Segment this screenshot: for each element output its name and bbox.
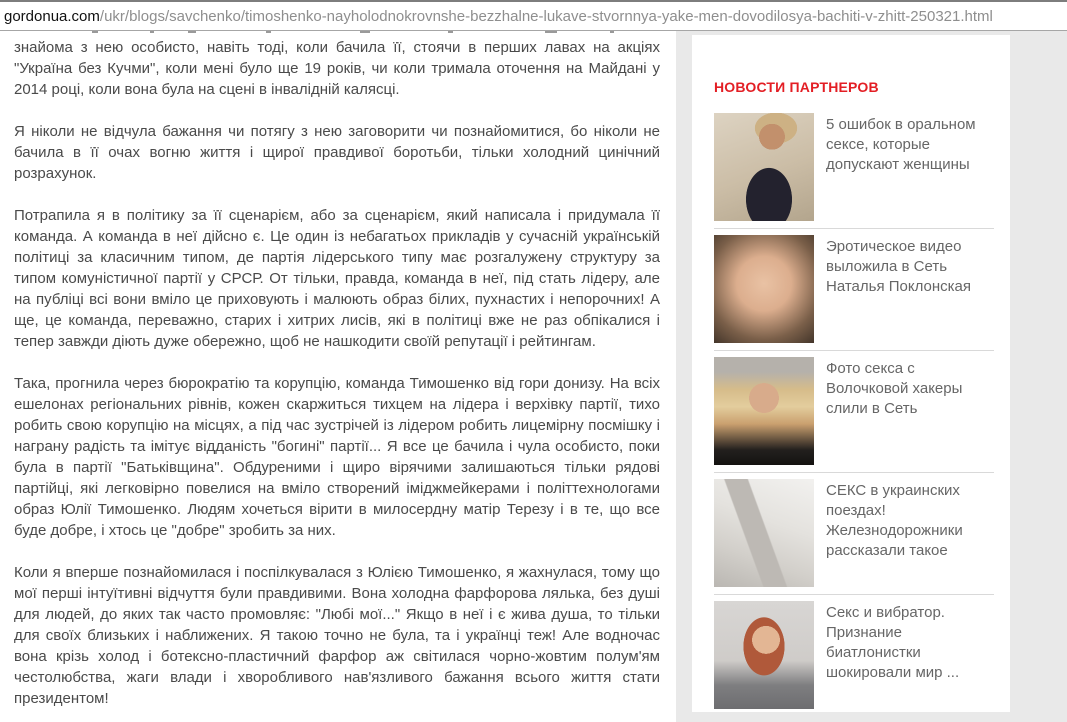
partner-news-item[interactable] — [714, 107, 994, 229]
partner-item-title: Фото секса с Волочковой хакеры слили в Сеть — [826, 360, 963, 417]
blog-article — [14, 37, 660, 709]
partner-news-item[interactable] — [714, 229, 994, 351]
woman-on-train-berth-photo — [714, 479, 814, 587]
address-bar[interactable] — [0, 0, 1067, 31]
woman-face-closeup-photo — [714, 235, 814, 343]
partner-item-title: Секс и вибратор. Признание биатлонистки шокировали мир ... — [826, 604, 960, 681]
article-paragraph: Потрапила я в політику за її сценарієм, або за сценарієм, який написала і придумала її команда. А команда в неї дійсно є. Це один із небагатьох прикладів у сучасній українській політиці за класичним типом, де партія лідерського типу має розгалужену структуру за типом комуністичної партії у СРСР. От тільки, правда, команда в неї, під стать лідеру, але на публіці всі вони вміло це приховують і малюють образ білих, пухнастих і непорочних! А ще, це команда, переважно, старих і хитрих лисів, які в політиці вже не раз обпікалися і тепер завжди діють дуже обережно, щоб не нашкодити своїй репутації і рейтингам. — [14, 207, 660, 350]
page-content — [0, 31, 1067, 722]
partner-item-title: Эротическое видео выложила в Сеть Наталья Поклонская — [826, 238, 972, 295]
red-haired-woman-photo — [714, 601, 814, 709]
url-host: gordonua.com — [4, 7, 100, 25]
article-paragraph: Коли я вперше познайомилася і поспілкувалася з Юлією Тимошенко, я жахнулася, тому що мої перші інтуїтивні відчуття були правдивими. Вона холодна фарфорова лялька, без душі для людей, до яких так часто промовляє: "Любі мої..." Якщо в неї і є жива душа, то тільки для своїх близьких і наближених. Я такою точно не була, та і українці теж! Але водночас вона крізь холод і ботексно-пластичний фарфор аж світилася чорно-жовтим полум'ям честолюбства, жаги влади і хворобливого нав'язливого бажання всього життя стати президентом! — [14, 564, 660, 707]
woman-in-black-swimsuit-photo — [714, 113, 814, 221]
article-paragraph: Я ніколи не відчула бажання чи потягу з нею заговорити чи познайомитися, бо ніколи не бачила в її очах вогню життя і щирої правдивої боротьби, тільки холодний цинічний розрахунок. — [14, 123, 660, 182]
partner-item-title: СЕКС в украинских поездах! Железнодорожники рассказали такое — [826, 482, 963, 559]
blonde-woman-photo — [714, 357, 814, 465]
article-paragraph: Така, прогнила через бюрократію та корупцію, команда Тимошенко від гори донизу. На всіх ешелонах регіональних рівнів, кожен скаржиться тихцем на лідера і верхівку партії, тихо робить свою корупцію на місцях, а під час зустрічей із лідером робить лицемірну посмішку і награну радість та імітує відданість "богині" партії... Я все це бачила і чула особисто, поки була в партії "Батьківщина". Обдуреними і щиро вірячими залишаються тільки рядові партійці, які легковірно повелися на вміло створений іміджмейкерами і політтехнологами образ Юлії Тимошенко. Людям хочеться вірити в милосердну матір Терезу і в те, що все буде добре, і хтось це "добре" зробить за них. — [14, 375, 660, 539]
partner-news-item[interactable] — [714, 595, 994, 712]
column-gap — [676, 31, 692, 722]
partner-item-title: 5 ошибок в оральном сексе, которые допускают женщины — [826, 116, 976, 173]
article-column — [0, 31, 676, 722]
partner-news-sidebar — [692, 35, 1010, 712]
partner-news-item[interactable] — [714, 473, 994, 595]
clipped-text-remnants — [14, 31, 660, 34]
partner-news-heading: НОВОСТИ ПАРТНЕРОВ — [714, 79, 879, 95]
url-path: /ukr/blogs/savchenko/timoshenko-nayholodnokrovnshe-bezzhalne-lukave-stvornnya-yake-men-dovodilosya-bachiti-v-zhitt-250321.html — [99, 7, 993, 25]
partner-news-item[interactable] — [714, 351, 994, 473]
article-paragraph: знайома з нею особисто, навіть тоді, коли бачила її, стоячи в перших лавах на акціях "Україна без Кучми", коли мені було ще 19 років, чи коли тримала оточення на Майдані у 2014 році, коли вона була на сцені в інвалідній калясці. — [14, 39, 660, 98]
